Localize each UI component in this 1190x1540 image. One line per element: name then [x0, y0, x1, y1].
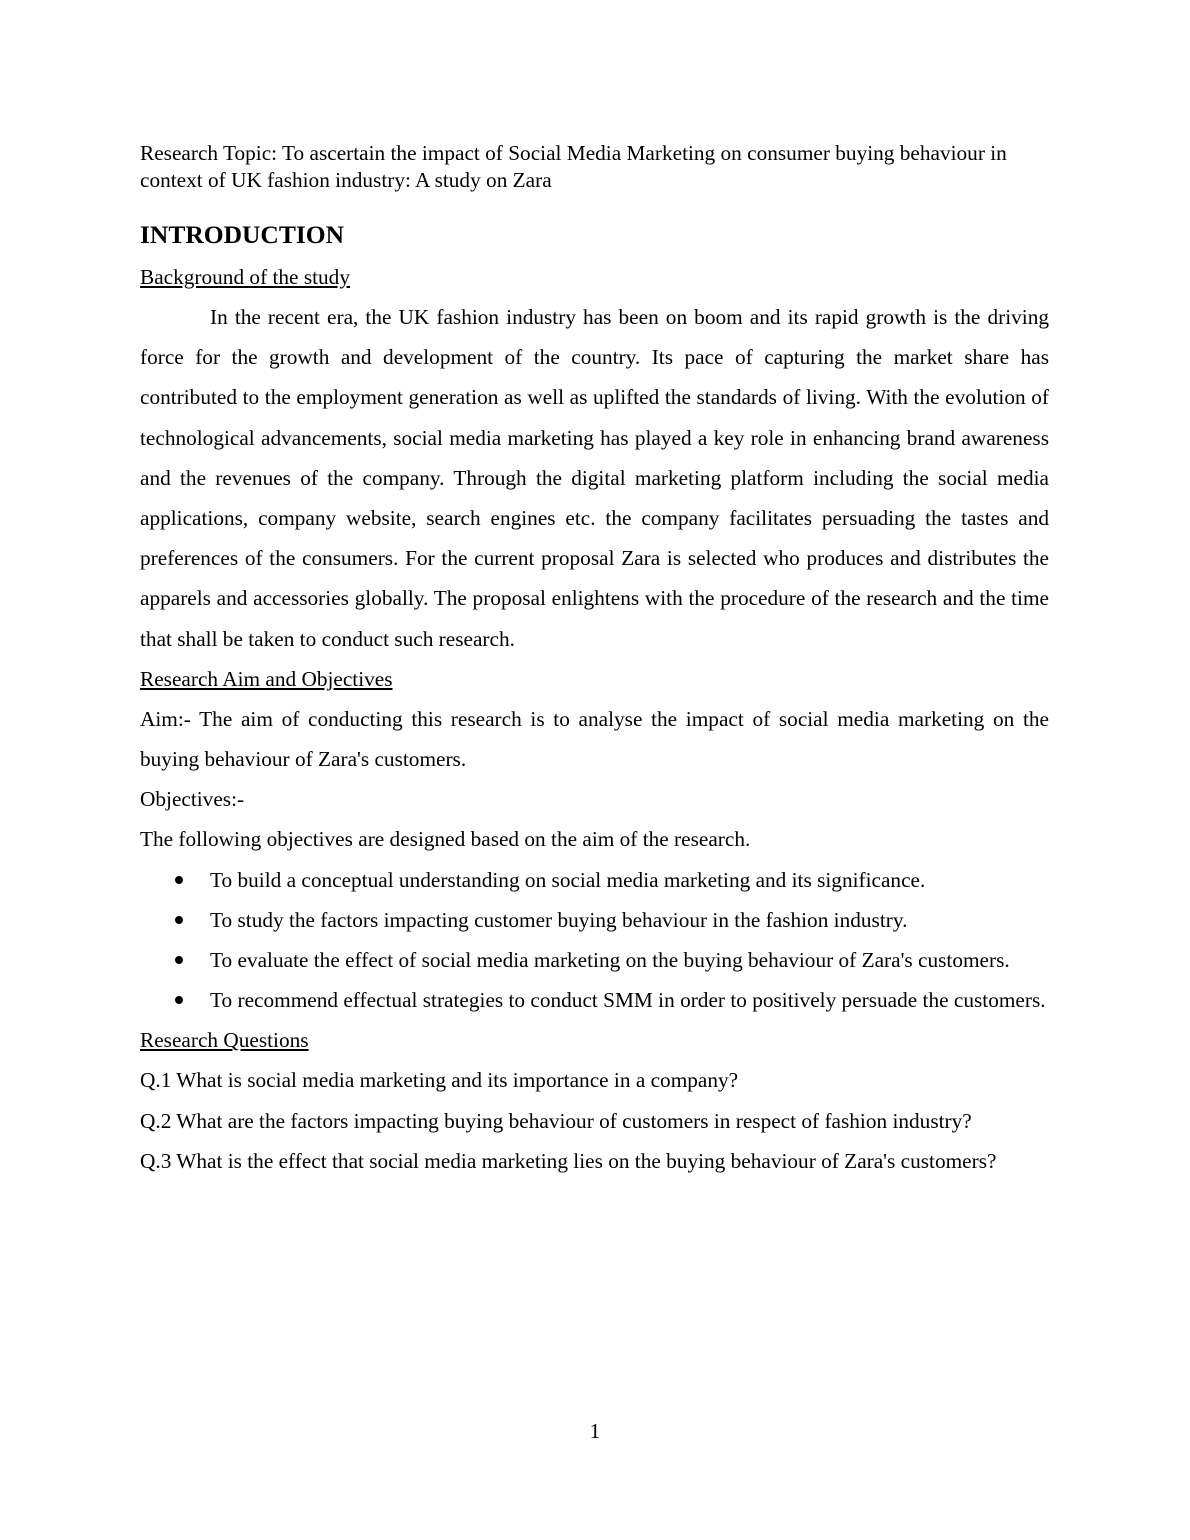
- bullet-icon: [175, 996, 183, 1004]
- objective-item: [140, 940, 1049, 980]
- background-paragraph: In the recent era, the UK fashion industry has been on boom and its rapid growth is the driving force for the growth and development of the country. Its pace of capturing the market share has contributed to the employment generation as well as uplifted the standards of living. With the evolution of technological advancements, social media marketing has played a key role in enhancing brand awareness and the revenues of the company. Through the digital marketing platform including the social media applications, company website, search engines etc. the company facilitates persuading the tastes and preferences of the consumers. For the current proposal Zara is selected who produces and distributes the apparels and accessories globally. The proposal enlightens with the procedure of the research and the time that shall be taken to conduct such research.: [140, 305, 1049, 651]
- objective-text: To build a conceptual understanding on social media marketing and its significance.: [210, 867, 926, 892]
- objective-text: To recommend effectual strategies to conduct SMM in order to positively persuade the customers.: [210, 988, 1046, 1013]
- objective-item: [140, 860, 1049, 900]
- introduction-heading: INTRODUCTION: [140, 220, 345, 249]
- document-page: [140, 140, 1049, 1181]
- research-question: Q.2 What are the factors impacting buying behaviour of customers in respect of fashion industry?: [140, 1108, 972, 1133]
- objective-text: To evaluate the effect of social media marketing on the buying behaviour of Zara's customers.: [210, 948, 1010, 973]
- background-subheading: Background of the study: [140, 265, 350, 289]
- objectives-intro: The following objectives are designed based on the aim of the research.: [140, 827, 751, 852]
- research-question: Q.1 What is social media marketing and its importance in a company?: [140, 1068, 739, 1093]
- bullet-icon: [175, 956, 183, 964]
- research-question: Q.3 What is the effect that social media marketing lies on the buying behaviour of Zara's customers?: [140, 1148, 997, 1173]
- research-questions-subheading: Research Questions: [140, 1028, 309, 1053]
- objectives-label: Objectives:-: [140, 787, 245, 812]
- bullet-icon: [175, 916, 183, 924]
- aim-paragraph: Aim:- The aim of conducting this research is to analyse the impact of social media marketing on the buying behaviour of Zara's customers.: [140, 706, 1049, 772]
- objectives-list: [140, 860, 1049, 1021]
- research-topic: Research Topic: To ascertain the impact of Social Media Marketing on consumer buying behaviour in context of UK fashion industry: A study on Zara: [140, 141, 1007, 192]
- objective-item: [140, 900, 1049, 940]
- objective-text: To study the factors impacting customer buying behaviour in the fashion industry.: [210, 907, 908, 932]
- aim-objectives-subheading: Research Aim and Objectives: [140, 666, 393, 691]
- bullet-icon: [175, 876, 183, 884]
- page-number: 1: [589, 1419, 601, 1443]
- objective-item: [140, 980, 1049, 1020]
